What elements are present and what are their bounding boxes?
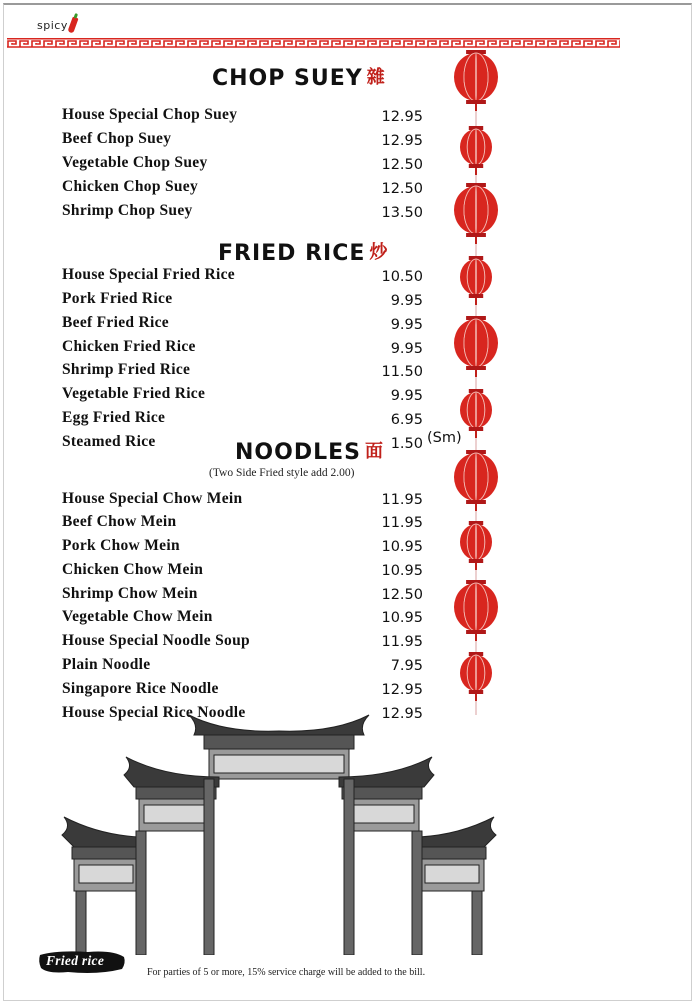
footer-note: For parties of 5 or more, 15% service charge will be added to the bill. [147,967,426,978]
menu-item-name: Vegetable Chow Mein [62,608,213,625]
menu-item-name: Pork Fried Rice [62,290,173,307]
lantern-icon [460,389,492,438]
menu-item-name: Steamed Rice [62,433,156,450]
menu-item-price: 11.95 [381,492,423,508]
menu-item-name: Chicken Chop Suey [62,178,199,195]
menu-item-price: 12.95 [381,109,423,125]
menu-item-price: 12.50 [381,587,423,603]
chinese-glyph-icon: 雜 [366,67,386,88]
chinese-glyph-icon: 炒 [369,242,389,263]
menu-item-price: 10.95 [381,610,423,626]
menu-item-price: 11.95 [381,515,423,531]
lantern-icon [454,183,498,244]
menu-item-price: 7.95 [390,658,423,674]
menu-item-name: Shrimp Chop Suey [62,202,193,219]
section-title-noodles: NOODLES 面 [235,437,384,465]
menu-item-price: 12.50 [381,181,423,197]
menu-item-name: Pork Chow Mein [62,537,180,554]
chinese-gate-illustration [54,705,504,955]
menu-item-name: Beef Chop Suey [62,130,172,147]
lantern-icon [454,316,498,377]
menu-item-name: House Special Rice Noodle [62,704,246,721]
menu-item-price: 12.95 [381,133,423,149]
menu-item-name: Shrimp Fried Rice [62,361,191,378]
chinese-glyph-icon: 面 [364,441,384,462]
menu-item-price: 13.50 [381,205,423,221]
menu-item-price: 10.50 [381,269,423,285]
lantern-icon [460,521,492,570]
lantern-icon [454,50,498,111]
menu-item-price: 12.95 [381,706,423,722]
lantern-icon [454,580,498,641]
menu-item-name: House Special Noodle Soup [62,632,250,649]
lantern-icon [460,256,492,305]
menu-item-name: Beef Fried Rice [62,314,169,331]
menu-item-name: Beef Chow Mein [62,513,177,530]
menu-item-price: 11.95 [381,634,423,650]
menu-item-name: Vegetable Fried Rice [62,385,206,402]
menu-item-name: House Special Chow Mein [62,490,243,507]
menu-item-name: Chicken Chow Mein [62,561,204,578]
menu-item-price: 9.95 [390,388,423,404]
menu-item-price: 11.50 [381,364,423,380]
menu-item-size-note: (Sm) [427,430,462,446]
menu-item-name: Plain Noodle [62,656,151,673]
menu-item-name: House Special Chop Suey [62,106,238,123]
menu-item-price: 6.95 [390,412,423,428]
spicy-label: spicy [37,19,68,32]
menu-item-price: 12.50 [381,157,423,173]
lantern-icon [460,652,492,701]
menu-item-price: 10.95 [381,539,423,555]
menu-item-name: Egg Fried Rice [62,409,166,426]
menu-item-name: Shrimp Chow Mein [62,585,198,602]
menu-item-price: 9.95 [390,317,423,333]
lantern-icon [454,450,498,511]
badge-label: Fried rice [46,953,105,968]
menu-item-price: 10.95 [381,563,423,579]
menu-item-name: Singapore Rice Noodle [62,680,219,697]
menu-item-name: Chicken Fried Rice [62,338,196,355]
menu-page [3,3,692,1001]
section-title-chop-suey: CHOP SUEY 雜 [212,63,386,91]
menu-item-name: Vegetable Chop Suey [62,154,208,171]
menu-item-price: 12.95 [381,682,423,698]
menu-item-name: House Special Fried Rice [62,266,235,283]
lantern-icon [460,126,492,175]
section-title-fried-rice: FRIED RICE 炒 [218,238,388,266]
menu-item-price: 9.95 [390,341,423,357]
menu-item-price: 9.95 [390,293,423,309]
noodles-note: (Two Side Fried style add 2.00) [209,467,355,479]
menu-item-price: 1.50 [390,436,423,452]
